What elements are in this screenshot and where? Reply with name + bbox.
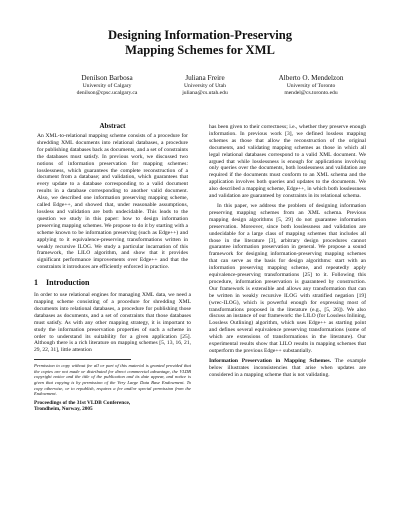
section-title: Introduction <box>46 278 90 288</box>
body-paragraph-3 <box>209 358 366 379</box>
abstract-text: An XML-to-relational mapping scheme consists of a procedure for shredding XML documents into relational databases, a procedure for publishing databases back as documents, and a set of constraints the databases must satisfy. In previous work, we discussed two notions of information preservation for mapping schemes: losslessness, which guarantees the complete reconstruction of a document from a database; and validation, which guarantees that every update to a database corresponding to a valid document results in a database corresponding to another valid document. Also, we described one information preserving mapping scheme, called Edge++, and showed that, under reasonable assumptions, lossless and validation are both undecidable. This leads to the question we study in this paper: how to design information preserving mapping schemes. We propose to do it by starting with a scheme known to be information preserving (such as Edge++) and applying to it equivalence-preserving transformations written in weakly recursive ILOG. We study a particular incarnation of this framework, the LILO algorithm, and show that it provides significant performance improvements over Edge++ and that the constraints it introduces are efficiently enforced in practice. <box>37 133 188 271</box>
author-name: Alberto O. Mendelzon <box>278 74 344 82</box>
section-heading-introduction <box>34 278 191 288</box>
author-3 <box>246 74 376 97</box>
right-column <box>209 124 366 379</box>
author-name: Juliana Freire <box>185 74 225 82</box>
title-line-2: Mapping Schemes for XML <box>125 43 275 57</box>
author-affiliation: University of Utah <box>184 83 226 89</box>
footnote-divider <box>34 359 131 360</box>
author-email: juliana@cs.utah.edu <box>182 90 228 96</box>
author-affiliation: University of Toronto <box>286 83 336 89</box>
author-block <box>0 74 400 110</box>
author-email: mendel@cs.toronto.edu <box>284 90 338 96</box>
paper-title <box>0 28 400 58</box>
author-name: Denilson Barbosa <box>81 74 133 82</box>
left-column <box>34 122 191 413</box>
paragraph-heading: Information Preservation in Mapping Schemes. <box>209 357 332 364</box>
abstract-heading: Abstract <box>99 122 126 130</box>
body-paragraph-2: In this paper, we address the problem of designing information preserving mapping schemes from an XML schema. Previous mapping design algorithms [5, 29] do not guarantee information preservation. Moreover, since both losslessness and validation are undecidable for a large class of mapping schemes that includes all those in the literature [3], arbitrary design procedures cannot guarantee information preservation in general. We propose a sound framework for designing information-preserving mapping schemes that can serve as the basis for design algorithms: start with an information preserving mapping scheme, and repeatedly apply equivalence-preserving transformations [25] to it. Following this procedure, information preservation is guaranteed by construction. Our framework is extensible and allows any transformation that can be written in weakly recursive ILOG with stratified negation [19] (wrec-ILOG), which is powerful enough for expressing most of transformations proposed in the literature (e.g., [5, 26]). We also discuss an instance of our framework: the LILO (for Lossless Inlining, Lossless Outlining) algorithm, which uses Edge++ as starting point and defines several equivalence preserving transformations (some of which are extensions of transformations in the literature). Our experimental results show that LILO results in mapping schemes that outperform the previous Edge++ substantially. <box>209 202 366 354</box>
paragraph-text: The example below illustrates inconsistencies that arise when updates are considered in a mapping scheme that is not validating. <box>209 357 366 378</box>
introduction-text: In order to use relational engines for managing XML data, we need a mapping scheme consisting of a procedure for shredding XML documents into relational databases, a procedure for publishing those databases as documents, and a set of constraints that those databases must satisfy. As with any other mapping strategy, it is important to study the information preservation properties of such a scheme in order to understand its suitability for a given application [25]. Although there is a rich literature on mapping schemes [5, 13, 16, 21, 29, 22, 31], little attention <box>34 292 191 354</box>
body-paragraph-1: has been given to their correctness; i.e., whether they preserve enough information. In previous work [3], we defined lossless mapping schemes as those that allow the reconstruction of the original documents, and validating mapping schemes as those in which all legal relational databases correspond to a valid XML document. We argued that while losslessness is enough for applications involving only queries over the documents, both losslessness and validation are required if the documents must conform to an XML schema and the application involves both queries and updates to the documents. We also described a mapping scheme, Edge++, in which both losslessness and validation are guaranteed by constraints in its relational schema. <box>209 124 366 200</box>
permission-notice: Permission to copy without fee all or part of this material is granted provided that the copies are not made or distributed for direct commercial advantage, the VLDB copyright notice and the title of the publication and its date appear, and notice is given that copying is by permission of the Very Large Data Base Endowment. To copy otherwise, or to republish, requires a fee and/or special permission from the Endowment. <box>34 363 191 397</box>
conference-line-2: Trondheim, Norway, 2005 <box>34 406 93 413</box>
title-line-1: Designing Information-Preserving <box>107 28 293 42</box>
author-email: denilson@cpsc.ucalgary.ca <box>76 90 138 96</box>
conference-line-1: Proceedings of the 31st VLDB Conference, <box>34 399 131 406</box>
section-number: 1 <box>34 278 38 288</box>
author-affiliation: University of Calgary <box>82 83 132 89</box>
conference-info <box>34 400 191 413</box>
